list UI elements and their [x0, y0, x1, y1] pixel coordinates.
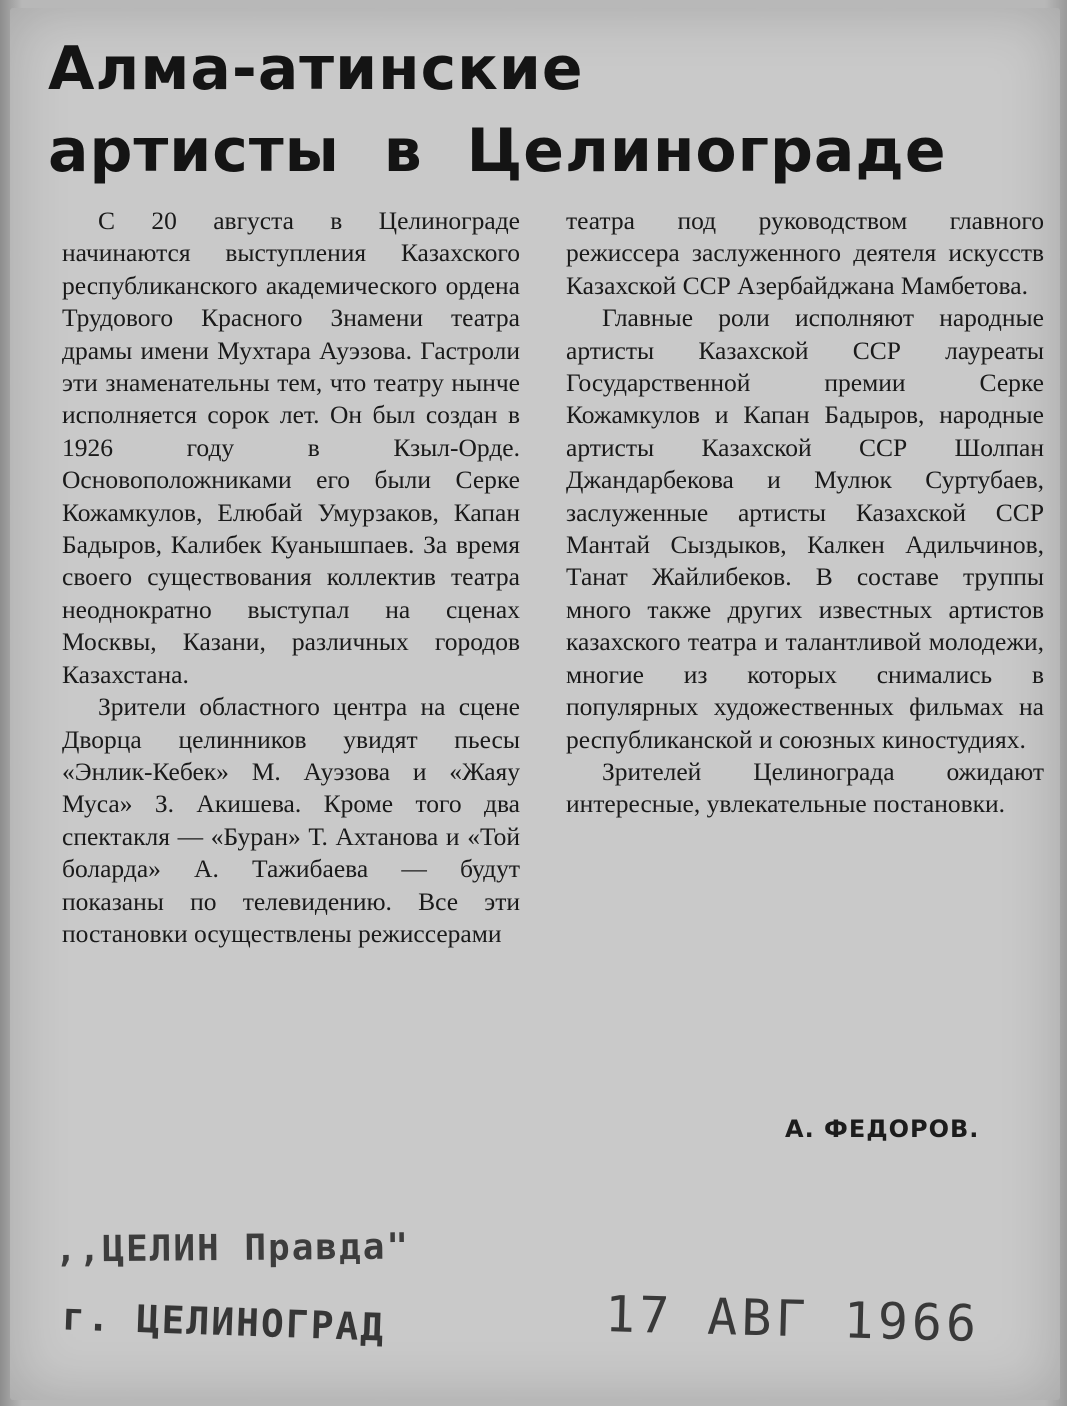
date-stamp: 17 АВГ 1966	[604, 1285, 981, 1353]
article-paragraph: С 20 августа в Целинограде начинаются выступления Казахского республиканского академического ордена Трудового Красного Знамени театра драмы имени Мухтара Ауэзова. Гастроли эти знаменательны тем, что театру нынче исполняется сорок лет. Он был создан в 1926 году в Кзыл-Орде. Основоположниками его были Серке Кожамкулов, Елюбай Умурзаков, Капан Бадыров, Калибек Куанышпаев. За время своего существования коллектив театра неоднократно выступал на сценах Москвы, Казани, различных городов Казахстана.	[62, 206, 520, 689]
city-stamp: г. ЦЕЛИНОГРАД	[61, 1294, 387, 1350]
article-paragraph: Зрители областного центра на сцене Дворца целинников увидят пьесы «Энлик-Кебек» М. Ауэзова и «Жаяу Муса» З. Акишева. Кроме того два спектакля — «Буран» Т. Ахтанова и «Той боларда» А. Тажибаева — будут показаны по телевидению. Все эти постановки осуществлены режиссерами	[62, 692, 520, 948]
article-paragraph: театра под руководством главного режиссера заслуженного деятеля искусств Казахской ССР Азербайджана Мамбетова.	[566, 206, 1044, 300]
author-signature: А. ФЕДОРОВ.	[785, 1115, 980, 1143]
article-left-column	[62, 205, 520, 950]
headline-line-2: артисты в Целинограде	[48, 116, 947, 186]
article-right-column	[566, 205, 1044, 821]
article-paragraph: Главные роли исполняют народные артисты Казахской ССР лауреаты Государственной премии Серке Кожамкулов и Капан Бадыров, народные артисты Казахской ССР Шолпан Джандарбекова и Мулюк Суртубаев, заслуженные артисты Казахской ССР Мантай Сыздыков, Калкен Адильчинов, Танат Жайлибеков. В составе труппы много также других известных артистов казахского театра и талантливой молодежи, многие из которых снимались в популярных художественных фильмах на республиканской и союзных киностудиях.	[566, 303, 1044, 754]
newspaper-source-stamp: ,,ЦЕЛИН Правда"	[54, 1226, 411, 1271]
headline-line-1: Алма-атинские	[48, 34, 584, 104]
headline	[48, 28, 1008, 192]
article-paragraph: Зрителей Целинограда ожидают интересные, увлекательные постановки.	[566, 756, 1044, 819]
